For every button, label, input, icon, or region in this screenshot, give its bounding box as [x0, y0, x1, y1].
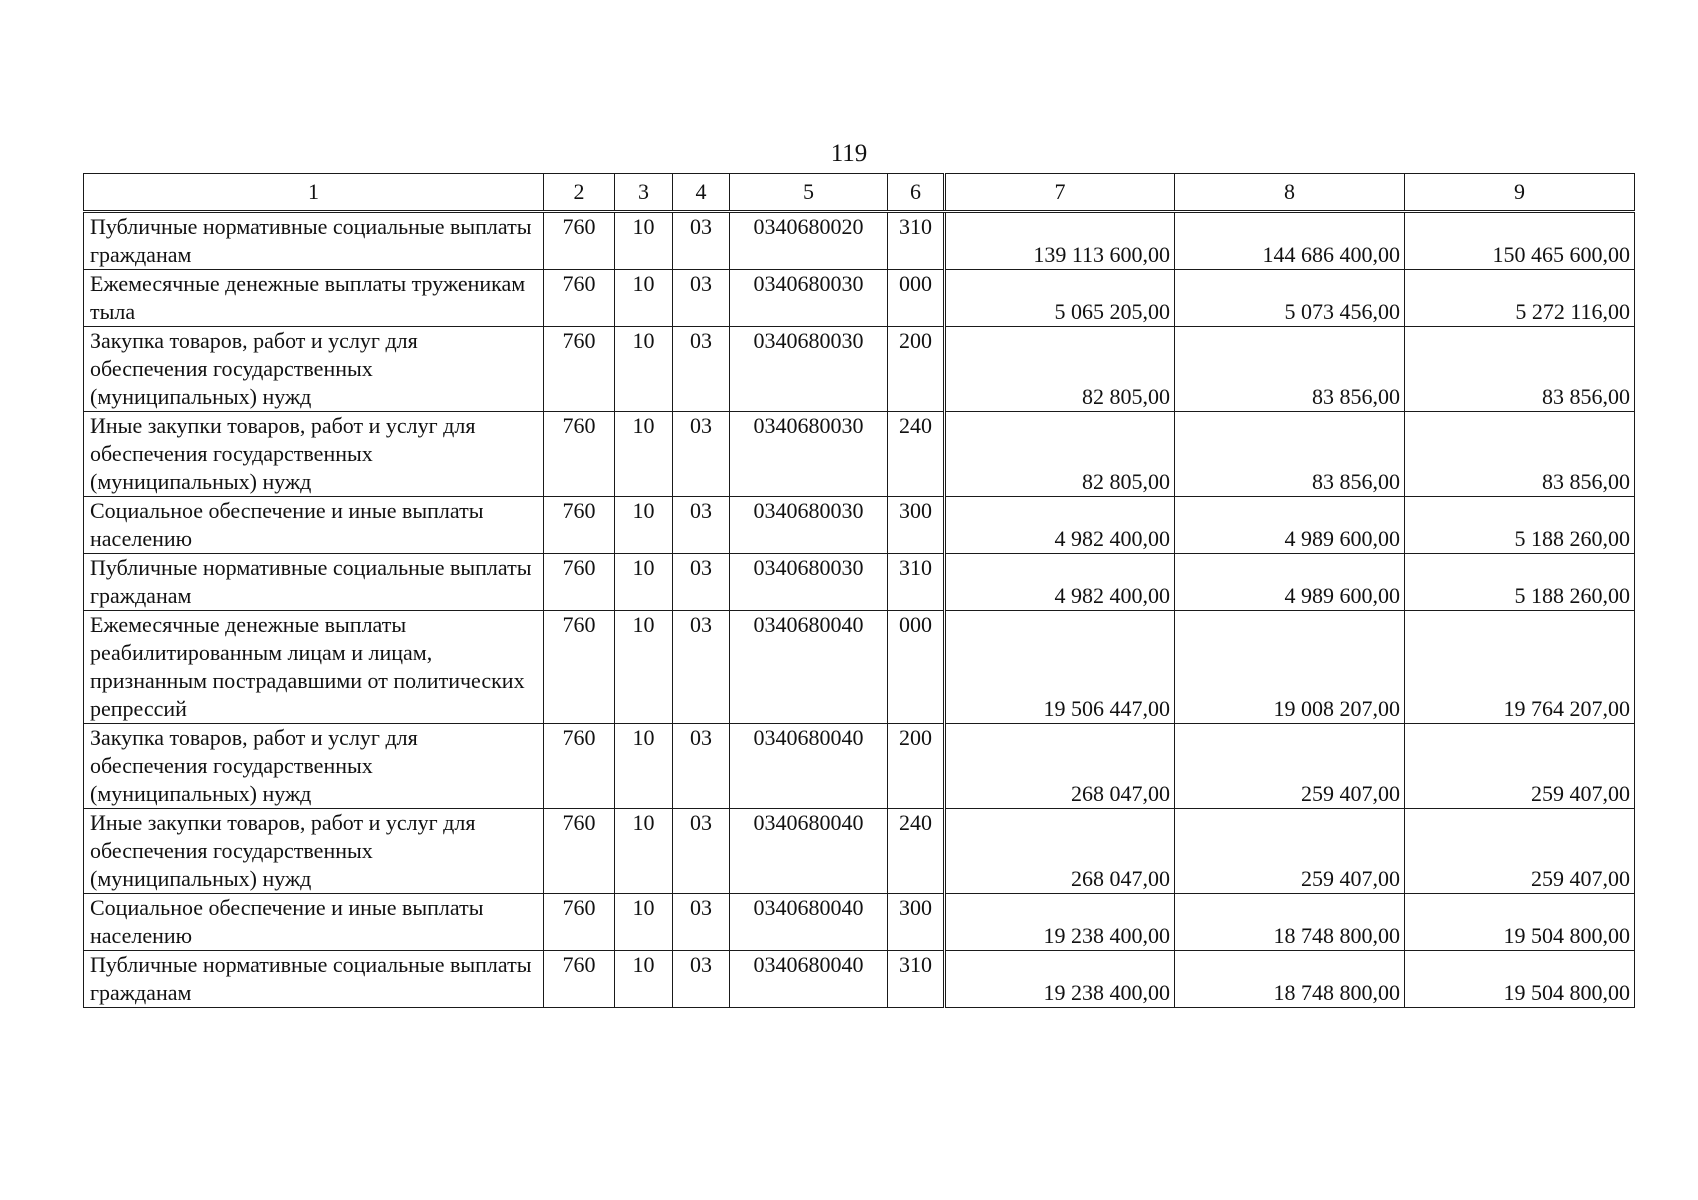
row-name: Ежемесячные денежные выплаты реабилитированным лицам и лицам, признанным пострадавшими от политических репрессий: [84, 611, 544, 724]
column-header-5: 5: [730, 174, 888, 212]
page-number: 119: [830, 140, 868, 167]
column-header-7: 7: [945, 174, 1175, 212]
row-code-6: 000: [888, 611, 945, 724]
row-amount-7: [945, 412, 1175, 497]
row-name: Ежемесячные денежные выплаты труженикам тыла: [84, 270, 544, 327]
amount-value: 19 008 207,00: [1273, 696, 1400, 721]
row-amount-8: [1175, 497, 1405, 554]
row-amount-7: [945, 327, 1175, 412]
row-code-3: 10: [615, 809, 673, 894]
amount-value: 5 065 205,00: [1054, 299, 1170, 324]
row-code-4: 03: [673, 894, 730, 951]
table-row: [84, 951, 1635, 1008]
row-code-4: 03: [673, 212, 730, 270]
row-code-2: 760: [544, 951, 615, 1008]
amount-value: 4 982 400,00: [1054, 583, 1170, 608]
column-header-1: 1: [84, 174, 544, 212]
amount-value: 5 272 116,00: [1515, 299, 1630, 324]
row-amount-9: [1405, 894, 1635, 951]
row-code-5: 0340680040: [730, 809, 888, 894]
amount-value: 259 407,00: [1301, 866, 1400, 891]
amount-value: 83 856,00: [1312, 469, 1400, 494]
row-code-5: 0340680040: [730, 894, 888, 951]
row-code-4: 03: [673, 554, 730, 611]
amount-value: 83 856,00: [1312, 384, 1400, 409]
row-code-6: 240: [888, 412, 945, 497]
row-code-6: 000: [888, 270, 945, 327]
amount-value: 259 407,00: [1301, 781, 1400, 806]
amount-value: 19 238 400,00: [1043, 980, 1170, 1005]
budget-table: [83, 173, 1635, 1008]
row-code-6: 310: [888, 212, 945, 270]
row-amount-7: [945, 894, 1175, 951]
amount-value: 82 805,00: [1082, 384, 1170, 409]
row-amount-8: [1175, 809, 1405, 894]
row-name: Закупка товаров, работ и услуг для обеспечения государственных (муниципальных) нужд: [84, 724, 544, 809]
row-code-2: 760: [544, 270, 615, 327]
row-code-3: 10: [615, 212, 673, 270]
row-amount-7: [945, 270, 1175, 327]
row-code-5: 0340680040: [730, 951, 888, 1008]
amount-value: 19 506 447,00: [1043, 696, 1170, 721]
row-amount-9: [1405, 554, 1635, 611]
row-amount-8: [1175, 951, 1405, 1008]
row-code-4: 03: [673, 270, 730, 327]
amount-value: 259 407,00: [1531, 866, 1630, 891]
row-amount-9: [1405, 497, 1635, 554]
amount-value: 259 407,00: [1531, 781, 1630, 806]
amount-value: 5 188 260,00: [1514, 583, 1630, 608]
row-code-2: 760: [544, 212, 615, 270]
row-code-3: 10: [615, 412, 673, 497]
row-amount-8: [1175, 327, 1405, 412]
row-amount-9: [1405, 412, 1635, 497]
row-code-5: 0340680030: [730, 554, 888, 611]
row-code-2: 760: [544, 809, 615, 894]
column-header-2: 2: [544, 174, 615, 212]
amount-value: 82 805,00: [1082, 469, 1170, 494]
row-code-3: 10: [615, 554, 673, 611]
amount-value: 83 856,00: [1542, 469, 1630, 494]
row-code-4: 03: [673, 951, 730, 1008]
row-code-4: 03: [673, 611, 730, 724]
column-header-9: 9: [1405, 174, 1635, 212]
row-amount-7: [945, 497, 1175, 554]
row-code-6: 300: [888, 497, 945, 554]
row-name: Социальное обеспечение и иные выплаты населению: [84, 497, 544, 554]
row-amount-9: [1405, 611, 1635, 724]
amount-value: 268 047,00: [1071, 866, 1170, 891]
column-header-4: 4: [673, 174, 730, 212]
amount-value: 4 989 600,00: [1284, 583, 1400, 608]
row-name: Публичные нормативные социальные выплаты гражданам: [84, 951, 544, 1008]
table-row: [84, 270, 1635, 327]
row-amount-8: [1175, 724, 1405, 809]
row-name: Иные закупки товаров, работ и услуг для обеспечения государственных (муниципальных) нужд: [84, 809, 544, 894]
row-amount-8: [1175, 611, 1405, 724]
row-code-4: 03: [673, 724, 730, 809]
amount-value: 19 504 800,00: [1503, 923, 1630, 948]
table-row: [84, 327, 1635, 412]
row-code-3: 10: [615, 270, 673, 327]
row-name: Публичные нормативные социальные выплаты гражданам: [84, 554, 544, 611]
row-code-2: 760: [544, 497, 615, 554]
row-code-6: 240: [888, 809, 945, 894]
row-amount-8: [1175, 270, 1405, 327]
row-code-2: 760: [544, 894, 615, 951]
amount-value: 19 764 207,00: [1503, 696, 1630, 721]
row-amount-9: [1405, 327, 1635, 412]
row-code-5: 0340680020: [730, 212, 888, 270]
row-code-4: 03: [673, 497, 730, 554]
row-code-2: 760: [544, 327, 615, 412]
row-amount-8: [1175, 554, 1405, 611]
row-name: Публичные нормативные социальные выплаты гражданам: [84, 212, 544, 270]
row-code-2: 760: [544, 724, 615, 809]
row-code-6: 310: [888, 554, 945, 611]
row-code-5: 0340680040: [730, 611, 888, 724]
column-header-6: 6: [888, 174, 945, 212]
amount-value: 83 856,00: [1542, 384, 1630, 409]
row-code-4: 03: [673, 412, 730, 497]
row-amount-9: [1405, 809, 1635, 894]
row-name: Социальное обеспечение и иные выплаты населению: [84, 894, 544, 951]
row-amount-8: [1175, 894, 1405, 951]
row-amount-8: [1175, 212, 1405, 270]
row-code-6: 300: [888, 894, 945, 951]
amount-value: 18 748 800,00: [1273, 980, 1400, 1005]
row-amount-7: [945, 951, 1175, 1008]
amount-value: 139 113 600,00: [1033, 242, 1170, 267]
amount-value: 5 188 260,00: [1514, 526, 1630, 551]
row-code-4: 03: [673, 809, 730, 894]
amount-value: 144 686 400,00: [1262, 242, 1400, 267]
amount-value: 4 982 400,00: [1054, 526, 1170, 551]
row-code-3: 10: [615, 894, 673, 951]
row-amount-8: [1175, 412, 1405, 497]
table-header-row: [84, 174, 1635, 212]
row-code-3: 10: [615, 951, 673, 1008]
row-amount-7: [945, 809, 1175, 894]
table-row: [84, 497, 1635, 554]
table-row: [84, 412, 1635, 497]
row-code-5: 0340680030: [730, 497, 888, 554]
amount-value: 150 465 600,00: [1492, 242, 1630, 267]
row-amount-9: [1405, 212, 1635, 270]
row-code-4: 03: [673, 327, 730, 412]
row-code-2: 760: [544, 554, 615, 611]
amount-value: 5 073 456,00: [1284, 299, 1400, 324]
table-row: [84, 894, 1635, 951]
row-code-3: 10: [615, 497, 673, 554]
table-row: [84, 809, 1635, 894]
amount-value: 19 238 400,00: [1043, 923, 1170, 948]
row-amount-9: [1405, 724, 1635, 809]
column-header-3: 3: [615, 174, 673, 212]
row-code-6: 200: [888, 327, 945, 412]
row-amount-7: [945, 554, 1175, 611]
row-code-2: 760: [544, 611, 615, 724]
row-code-3: 10: [615, 611, 673, 724]
row-amount-7: [945, 724, 1175, 809]
amount-value: 19 504 800,00: [1503, 980, 1630, 1005]
row-name: Иные закупки товаров, работ и услуг для обеспечения государственных (муниципальных) нужд: [84, 412, 544, 497]
amount-value: 18 748 800,00: [1273, 923, 1400, 948]
row-code-5: 0340680040: [730, 724, 888, 809]
row-code-3: 10: [615, 724, 673, 809]
column-header-8: 8: [1175, 174, 1405, 212]
row-code-6: 200: [888, 724, 945, 809]
table-row: [84, 724, 1635, 809]
row-name: Закупка товаров, работ и услуг для обеспечения государственных (муниципальных) нужд: [84, 327, 544, 412]
row-code-5: 0340680030: [730, 412, 888, 497]
row-code-6: 310: [888, 951, 945, 1008]
row-code-2: 760: [544, 412, 615, 497]
row-code-5: 0340680030: [730, 270, 888, 327]
row-amount-9: [1405, 270, 1635, 327]
row-amount-7: [945, 212, 1175, 270]
amount-value: 4 989 600,00: [1284, 526, 1400, 551]
row-amount-9: [1405, 951, 1635, 1008]
row-code-3: 10: [615, 327, 673, 412]
row-code-5: 0340680030: [730, 327, 888, 412]
table-row: [84, 554, 1635, 611]
amount-value: 268 047,00: [1071, 781, 1170, 806]
table-row: [84, 611, 1635, 724]
table-row: [84, 212, 1635, 270]
row-amount-7: [945, 611, 1175, 724]
